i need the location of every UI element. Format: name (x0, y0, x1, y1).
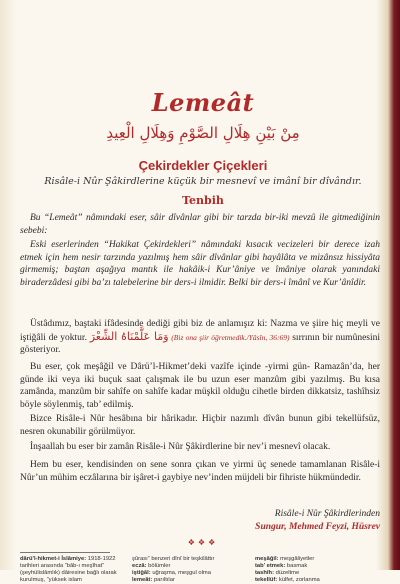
glossary-column-1 (20, 556, 130, 584)
ornament-divider: ❖❖❖ (187, 538, 219, 547)
paragraph-2: Eski eserlerinden “Hakikat Çekirdekleri” nâmındaki kısacık vecizeleri bir derece izah etmek için hem nesir tarzında yazılmış hem sâir dîvânlar gibi hayâlâta ve mizânsız hissiyâta girmemiş; baştan aşağıya mantık ile hakâik-i Kur’âniye ve îmâniye olarak yanındaki biraderzâdesi gibi ba’zı talebelerine bir ders-i ilmidir. Belki bir ders-i îmânî ve Kur’ânîdir. (20, 240, 380, 288)
glossary-entry: tekellüf: külfet, zorlanma (255, 577, 320, 583)
paragraph-5: Bizce Risâle-i Nûr hesâbına bir hârikadır. Hiçbir nazımlı dîvân bunun gibi tekellüfsüz, nesren okunabilir görülmüyor. (20, 414, 380, 437)
verse-reference: (Biz ona şiir öğretmedik./Yâsîn, 36:69) (171, 332, 290, 342)
paragraph-6: İnşaallah bu eser bir zamân Risâle-i Nûr Şâkirdlerine bir nev’i mesnevî olacak. (30, 442, 331, 452)
glossary-entry: iştiğâl: uğraşma, meşgul olma (132, 570, 211, 576)
paragraph-3: Üstâdımız, baştaki ifâdesinde dediği gibi biz de anlamışız ki: Nazma ve şiire hiç meyli ve iştiğâli de yoktur. وَمَا عَلَّمْنَاهُ الشِّعْرَ (Biz ona şiir öğretmedik./Yâsîn, 36:69) sırrının bir numûnesini gösteriyor. (20, 319, 381, 355)
paragraph-4: Bu eser, çok meşâğil ve Dârü’l-Hikmet’deki vazîfe içinde -yirmi gün- Ramazân’da, her günde iki veya iki buçuk saat çalışmak ile bu uzun eser manzûm gibi yazılmış. Bu kısa zamânda, manzûm bir sahîfe on sahîfe kadar müşkil olduğu cihetle birden dikkatsiz, tashîhsiz böyle söylenmiş, tab’ edilmiş. (20, 362, 380, 410)
subtitle-description: Risâle-i Nûr Şâkirdlerine küçük bir mesnevî ve imânî bir dîvândır. (44, 176, 362, 187)
subtitle: Çekirdekler Çiçekleri (138, 158, 268, 173)
signature-line-1: Risâle-i Nûr Şâkirdlerinden (274, 509, 380, 519)
glossary-column-3 (255, 556, 385, 584)
page-title: Lemeât (151, 88, 255, 117)
glossary-entry: dârü'l-hikmet-i İslâmiye: 1918-1922 tarihleri arasında “bâb-ı meşîhat” (şeyhülislâmlık) dâiresine bağlı olarak kurulmuş, “yüksek islam (20, 556, 117, 583)
inline-arabic-verse: وَمَا عَلَّمْنَاهُ الشِّعْرَ (89, 329, 169, 343)
footnote-rule (20, 552, 110, 553)
paragraph-1: Bu “Lemeât” nâmındaki eser, sâir dîvânlar gibi bir tarzda bir-iki mevzû ile gitmediğinin sebebi: (20, 213, 380, 236)
paragraph-7: Hem bu eser, kendisinden on sene sonra çıkan ve yirmi üç senede tamamlanan Risâle-i Nûr’un mühim eczâlarına bir işâret-i gaybiye nev’inden müjdeli bir fihriste hükmündedir. (20, 460, 380, 483)
title-arabic: مِنْ بَيْنِ هِلَالِ الصَّوْمِ وَهِلَالِ الْعِيدِ (106, 124, 300, 142)
glossary-entry: şûrası” benzeri dînî bir teşkilâttır (132, 556, 215, 562)
section-heading: Tenbih (182, 194, 224, 207)
glossary-entry: lemeât: parıltılar (132, 577, 175, 583)
signature-names: Sungur, Mehmed Feyzi, Hüsrev (255, 522, 380, 532)
book-page (20, 6, 386, 583)
glossary-entry: eczâ: bölümler (132, 563, 171, 569)
glossary-entry: tashîh: düzeltme (255, 570, 300, 576)
glossary-column-2 (132, 556, 242, 584)
glossary-entry: meşâğil: meşgâliyetler (255, 556, 315, 562)
glossary-entry: tab’ etmek: basmak (255, 563, 308, 569)
